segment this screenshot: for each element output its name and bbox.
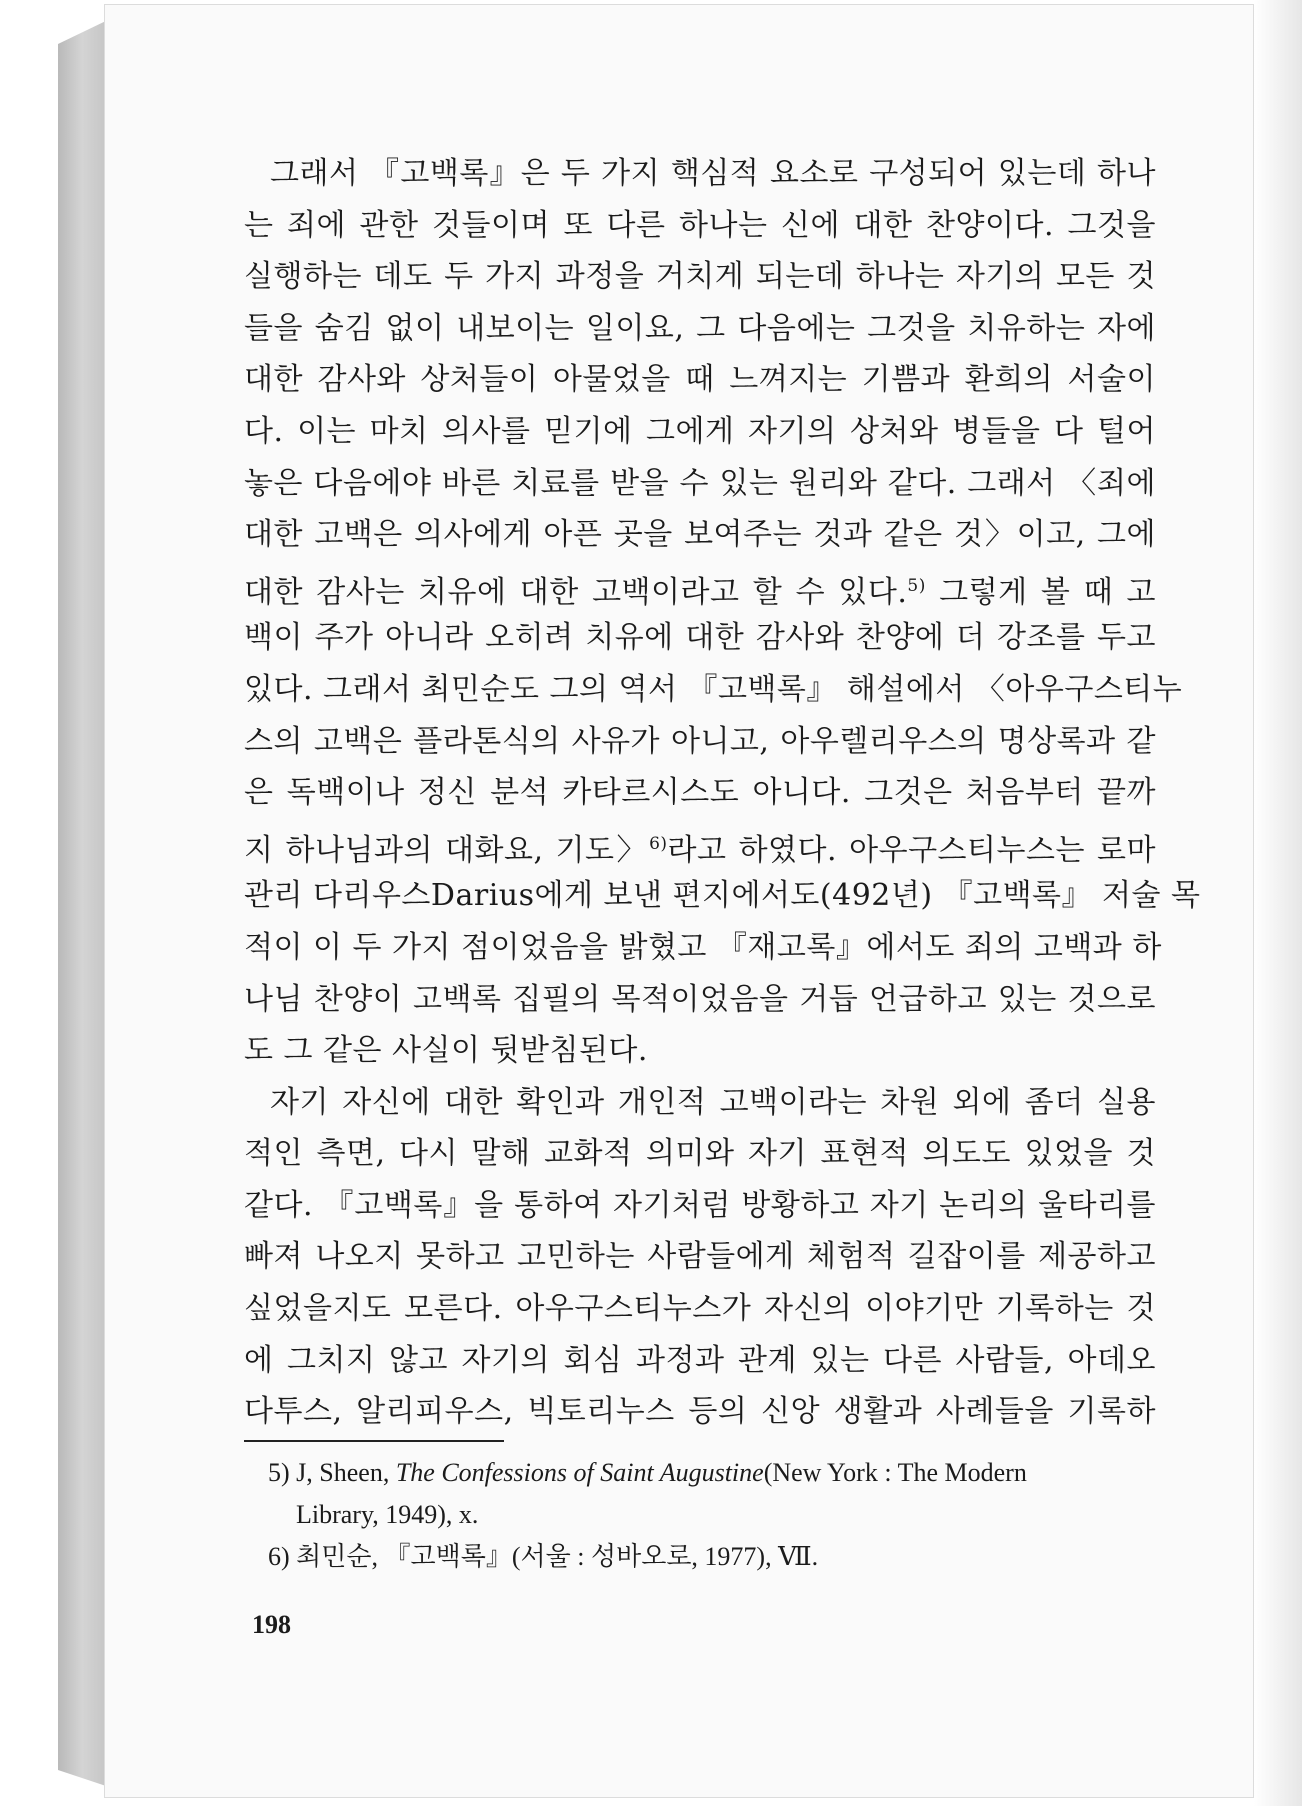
- footnote-5-prefix: 5) J, Sheen,: [268, 1458, 396, 1487]
- page-number: 198: [252, 1610, 291, 1639]
- text-line: 백이 주가 아니라 오히려 치유에 대한 감사와 찬양에 더 강조를 두고: [244, 620, 1156, 656]
- text-line: 나님 찬양이 고백록 집필의 목적이었음을 거듭 언급하고 있는 것으로: [244, 981, 1156, 1017]
- text-line: 는 죄에 관한 것들이며 또 다른 하나는 신에 대한 찬양이다. 그것을: [244, 207, 1156, 243]
- footnote-6: 6) 최민순, 『고백록』(서울 : 성바오로, 1977), Ⅶ.: [268, 1542, 819, 1571]
- footnote-divider: [244, 1440, 504, 1442]
- text-line: 같다. 『고백록』을 통하여 자기처럼 방황하고 자기 논리의 울타리를: [244, 1187, 1156, 1223]
- footnote-5-suffix: (New York : The Modern: [763, 1458, 1027, 1487]
- page-edge-shadow: [1254, 0, 1302, 1806]
- footnote-5: [268, 1452, 1156, 1494]
- text-line: 도 그 같은 사실이 뒷받침된다.: [244, 1033, 648, 1069]
- text-line-with-footnote-6: [244, 819, 1156, 871]
- footnote-5-continuation: Library, 1949), x.: [296, 1500, 479, 1529]
- text-line: 빠져 나오지 못하고 고민하는 사람들에게 체험적 길잡이를 제공하고: [244, 1239, 1156, 1275]
- text-line: 적이 이 두 가지 점이었음을 밝혔고 『재고록』에서도 죄의 고백과 하: [244, 929, 1162, 965]
- text-line: 에 그치지 않고 자기의 회심 과정과 관계 있는 다른 사람들, 아데오: [244, 1342, 1156, 1378]
- main-text: [244, 148, 1201, 1438]
- footnote-ref-5: 5): [907, 575, 926, 596]
- text-line: 그래서 『고백록』은 두 가지 핵심적 요소로 구성되어 있는데 하나: [270, 156, 1156, 191]
- text-segment: 그렇게 볼 때 고: [925, 574, 1156, 610]
- text-line: 있다. 그래서 최민순도 그의 역서 『고백록』 해설에서 〈아우구스티누: [244, 671, 1183, 707]
- text-line-with-footnote-5: [244, 561, 1156, 613]
- text-line: 다. 이는 마치 의사를 믿기에 그에게 자기의 상처와 병들을 다 털어: [244, 413, 1156, 449]
- text-line: 실행하는 데도 두 가지 과정을 거치게 되는데 하나는 자기의 모든 것: [244, 259, 1156, 295]
- text-line: 다투스, 알리피우스, 빅토리누스 등의 신앙 생활과 사례들을 기록하: [244, 1394, 1156, 1430]
- text-line: 관리 다리우스Darius에게 보낸 편지에서도(492년) 『고백록』 저술 목: [244, 878, 1201, 914]
- text-segment: 대한 감사는 치유에 대한 고백이라고 할 수 있다.: [244, 574, 908, 610]
- text-line: 싶었을지도 모른다. 아우구스티누스가 자신의 이야기만 기록하는 것: [244, 1291, 1156, 1327]
- text-segment: 지 하나님과의 대화요, 기도〉: [244, 832, 650, 868]
- text-line: 대한 고백은 의사에게 아픈 곳을 보여주는 것과 같은 것〉이고, 그에: [244, 517, 1156, 553]
- footnote-5-title: The Confessions of Saint Augustine: [395, 1458, 764, 1487]
- text-line: 적인 측면, 다시 말해 교화적 의미와 자기 표현적 의도도 있었을 것: [244, 1136, 1156, 1172]
- footnote-ref-6: 6): [649, 833, 668, 854]
- text-line: 은 독백이나 정신 분석 카타르시스도 아니다. 그것은 처음부터 끝까: [244, 775, 1156, 811]
- text-line: 스의 고백은 플라톤식의 사유가 아니고, 아우렐리우스의 명상록과 같: [244, 723, 1156, 759]
- text-line: 놓은 다음에야 바른 치료를 받을 수 있는 원리와 같다. 그래서 〈죄에: [244, 465, 1156, 501]
- text-line: 대한 감사와 상처들이 아물었을 때 느껴지는 기쁨과 환희의 서술이: [244, 362, 1156, 398]
- text-line: 들을 숨김 없이 내보이는 일이요, 그 다음에는 그것을 치유하는 자에: [244, 310, 1156, 346]
- text-segment: 라고 하였다. 아우구스티누스는 로마: [667, 832, 1156, 868]
- footnotes: [268, 1452, 1156, 1578]
- text-line: 자기 자신에 대한 확인과 개인적 고백이라는 차원 외에 좀더 실용: [270, 1084, 1156, 1120]
